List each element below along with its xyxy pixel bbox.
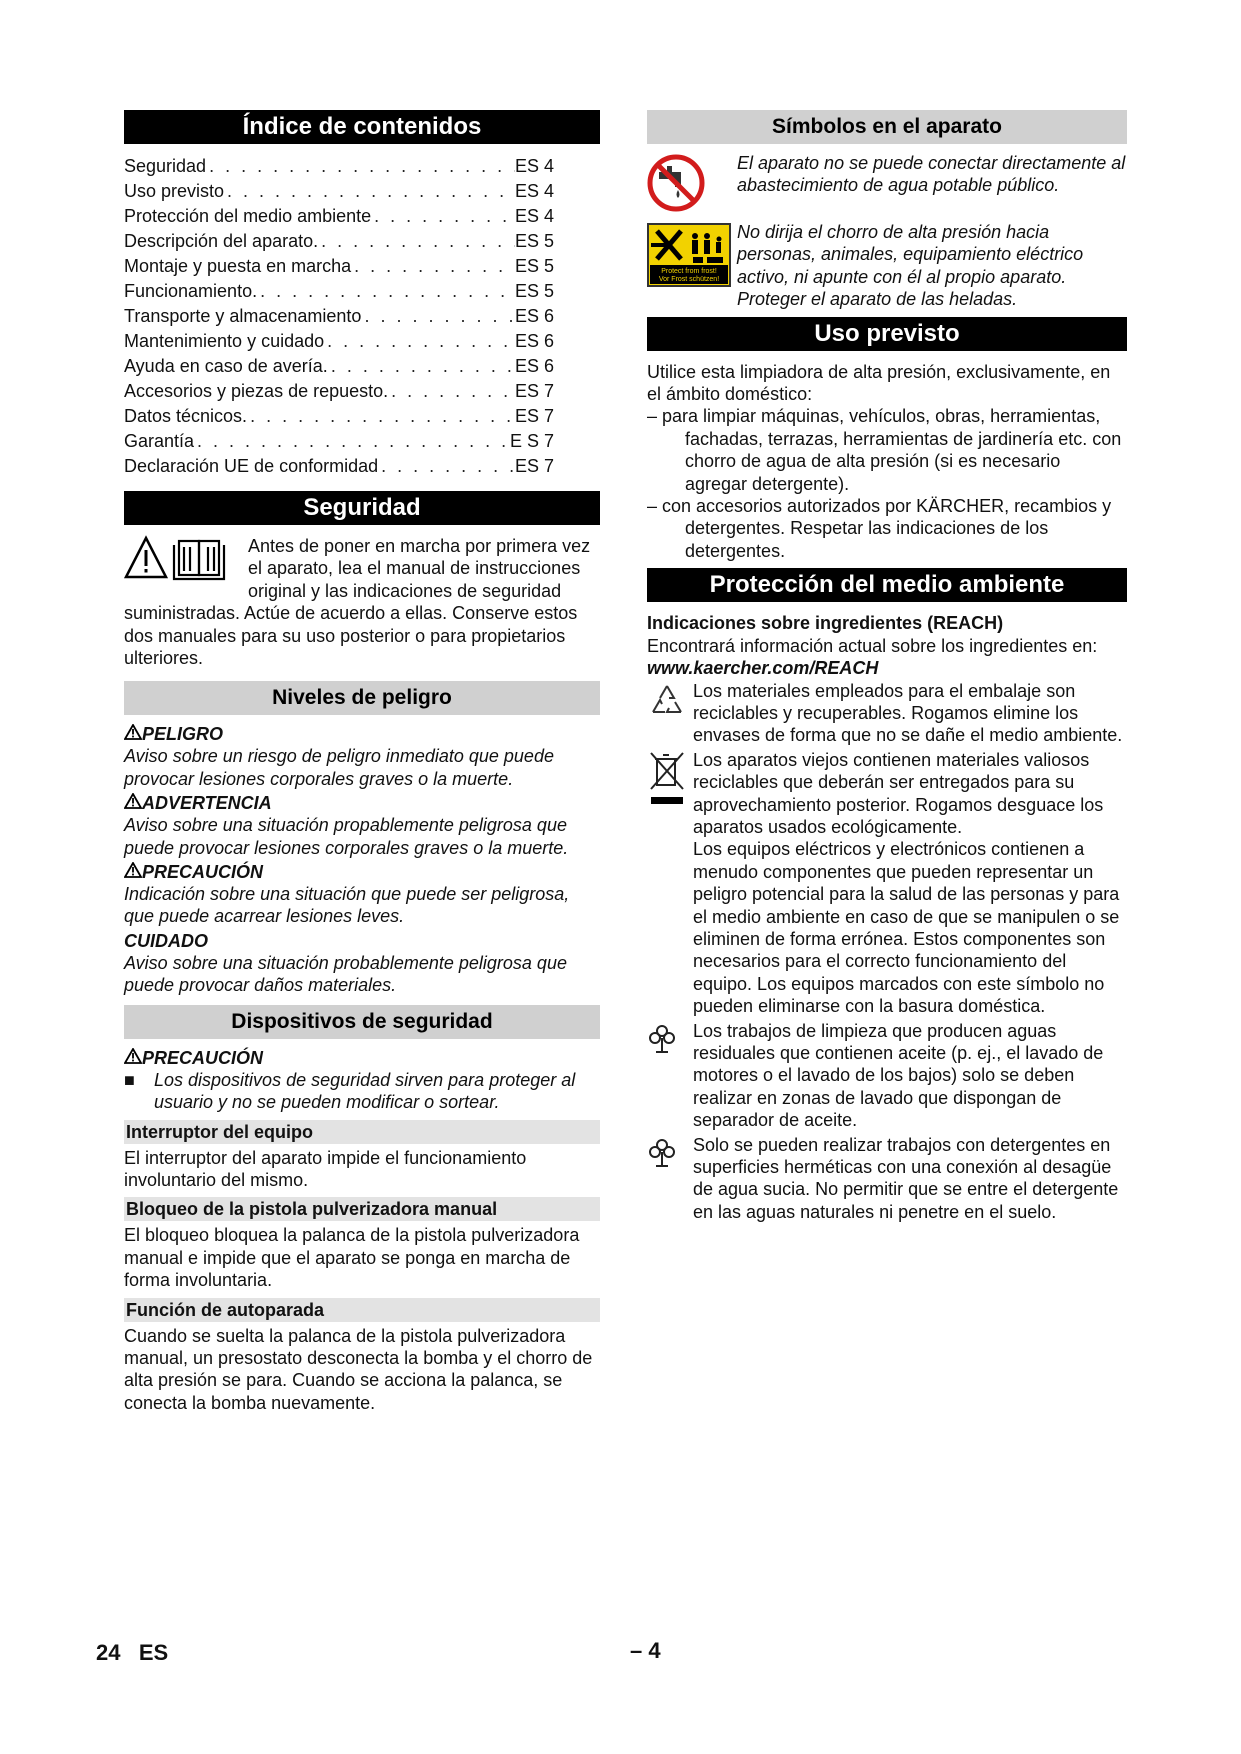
toc-item-page: ES 6 (514, 356, 554, 376)
toc-leader-dots (257, 279, 515, 304)
switch-subheading: Interruptor del equipo (124, 1120, 600, 1144)
crossed-bin-icon (647, 749, 693, 814)
page-footer-left (96, 1640, 168, 1666)
safety-devices-heading: Dispositivos de seguridad (124, 1005, 600, 1039)
intended-use-heading: Uso previsto (647, 317, 1127, 351)
toc-item[interactable] (124, 304, 554, 329)
toc-leader-dots (361, 304, 515, 329)
page-footer-center: – 4 (630, 1638, 661, 1663)
toc-item-page: ES 5 (514, 281, 554, 301)
toc-item-page: ES 5 (514, 231, 554, 251)
intended-use-intro: Utilice esta limpiadora de alta presión, exclusivamente, en el ámbito doméstico: (647, 361, 1111, 405)
toc-leader-dots (224, 179, 515, 204)
toc-leader-dots (324, 329, 515, 354)
symbol-jet-text: No dirija el chorro de alta presión hacia personas, animales, equipamiento eléctrico activo, ni apunte con él al propio aparato. Proteger el aparato de las heladas. (737, 222, 1084, 310)
no-tap-water-icon (647, 152, 737, 219)
toc-item-title: Uso previsto (124, 181, 225, 201)
safety-icons (124, 535, 242, 583)
toc-item-title: Declaración UE de conformidad (124, 456, 379, 476)
toc-heading: Índice de contenidos (124, 110, 600, 144)
toc-item[interactable] (124, 229, 554, 254)
hazard-level-label: ADVERTENCIA (124, 792, 600, 814)
lock-subheading: Bloqueo de la pistola pulverizadora manual (124, 1197, 600, 1221)
frost-label-de: Vor Frost schützen! (658, 276, 720, 283)
page-number: 24 (96, 1640, 121, 1665)
env-oil-text: Los trabajos de limpieza que producen aguas residuales que contienen aceite (p. ej., el lavado de motores o el lavado de los bajos) solo se deben realizar en zonas de lavado que dispongan de separador de aceite. (693, 1020, 1104, 1131)
hazard-level-description: Aviso sobre un riesgo de peligro inmediato que puede provocar lesiones corporales graves o la muerte. (124, 746, 554, 789)
toc-item-title: Accesorios y piezas de repuesto. (124, 381, 389, 401)
env-detergent (647, 1134, 1127, 1224)
reach-title: Indicaciones sobre ingredientes (REACH) (647, 613, 1004, 634)
toc-leader-dots (206, 154, 515, 179)
hazard-levels-heading: Niveles de peligro (124, 681, 600, 715)
hazard-level-label: PELIGRO (124, 723, 600, 745)
env-packaging-text: Los materiales empleados para el embalaje son reciclables y recuperables. Rogamos elimine los envases de forma que no se dañe el medio ambiente. (693, 680, 1123, 746)
toc-item-page: ES 7 (514, 456, 554, 476)
symbol-no-drinking-water (647, 152, 1127, 219)
recycle-icon (647, 680, 693, 727)
frost-label-en: Protect from frost! (661, 268, 717, 275)
env-oil (647, 1020, 1127, 1132)
safety-devices-caution: PRECAUCIÓN (124, 1047, 600, 1069)
warning-manual-icon (124, 535, 242, 583)
toc-item-title: Montaje y puesta en marcha (124, 256, 352, 276)
toc-item-title: Protección del medio ambiente (124, 206, 372, 226)
safety-devices-bullet: ■ Los dispositivos de seguridad sirven para proteger al usuario y no se pueden modificar o sortear. (124, 1069, 576, 1113)
toc-item-page: ES 7 (514, 406, 554, 426)
hazard-level-label: CUIDADO (124, 930, 208, 951)
toc-item[interactable] (124, 179, 554, 204)
toc-leader-dots (194, 429, 510, 454)
language-code: ES (138, 1640, 169, 1665)
symbol-water-text: El aparato no se puede conectar directamente al abastecimiento de agua potable público. (737, 153, 1126, 196)
warning-triangle-icon (124, 1048, 142, 1064)
reach-text: Encontrará información actual sobre los ingredientes en: (647, 635, 1098, 656)
intended-use-item: – para limpiar máquinas, vehículos, obras, herramientas, fachadas, terrazas, herramientas de jardinería etc. con chorro de agua de alta presión (si es necesario agregar detergente). (647, 406, 1122, 494)
toc-item[interactable] (124, 254, 554, 279)
toc-item-page: ES 6 (514, 331, 554, 351)
env-weee (647, 749, 1127, 1018)
toc-item-page: E S 7 (509, 431, 554, 451)
environment-leaf-icon (647, 1020, 693, 1059)
toc-item[interactable] (124, 379, 554, 404)
hazard-level-description: Aviso sobre una situación probablemente peligrosa que puede provocar daños materiales. (124, 952, 567, 996)
toc-leader-dots (371, 204, 515, 229)
toc-list (124, 154, 600, 479)
environment-heading: Protección del medio ambiente (647, 568, 1127, 602)
safety-heading: Seguridad (124, 491, 600, 525)
toc-leader-dots (388, 379, 515, 404)
square-bullet-icon: ■ (124, 1069, 135, 1090)
toc-item-title: Garantía (124, 431, 195, 451)
symbols-heading: Símbolos en el aparato (647, 110, 1127, 144)
reach-url[interactable]: www.kaercher.com/REACH (647, 658, 879, 679)
toc-item-page: ES 4 (514, 206, 554, 226)
env-weee-text: Los aparatos viejos contienen materiales valiosos reciclables que deberán ser entregados para su aprovechamiento posterior. Rogamos desguace los aparatos usados ecológicamente. Los equipos eléctricos y electrónicos contienen a menudo componentes que pueden representar un peligro potencial para la salud de las personas y para el medio ambiente en caso de que se manipulen o se eliminen de forma errónea. Estos componentes son necesarios para el correcto funcionamiento del equipo. Los equipos marcados con este símbolo no pueden eliminarse con la basura doméstica. (693, 749, 1120, 1017)
toc-item[interactable] (124, 429, 554, 454)
toc-leader-dots (247, 404, 515, 429)
toc-item-page: ES 5 (514, 256, 554, 276)
toc-item[interactable] (124, 354, 554, 379)
toc-item-page: ES 4 (514, 156, 554, 176)
lock-text: El bloqueo bloquea la palanca de la pistola pulverizadora manual e impide que el aparato se ponga en marcha de forma involuntaria. (124, 1225, 580, 1291)
warning-triangle-icon (124, 724, 142, 740)
toc-item[interactable] (124, 204, 554, 229)
toc-item-page: ES 6 (514, 306, 554, 326)
toc-leader-dots (378, 454, 515, 479)
autostop-text: Cuando se suelta la palanca de la pistola pulverizadora manual, un presostato desconecta la bomba y el chorro de alta presión se para. Cuando se acciona la palanca, se conecta la bomba nuevamente. (124, 1325, 593, 1413)
hazard-level-description: Aviso sobre una situación propablemente peligrosa que puede provocar lesiones corporales graves o la muerte. (124, 815, 569, 858)
toc-item[interactable] (124, 454, 554, 479)
hazard-levels-list (124, 723, 600, 996)
toc-leader-dots (351, 254, 515, 279)
env-detergent-text: Solo se pueden realizar trabajos con detergentes en superficies herméticas con una conexión al desagüe de agua sucia. No permitir que se entre el detergente en las aguas naturales ni penetre en el suelo. (693, 1134, 1119, 1222)
left-column (124, 110, 600, 1414)
environment-leaf-icon (647, 1134, 693, 1173)
toc-item[interactable] (124, 154, 554, 179)
right-column (647, 110, 1127, 1223)
intended-use-item: – con accesorios autorizados por KÄRCHER, recambios y detergentes. Respetar las indicaciones de los detergentes. (647, 496, 1112, 561)
warning-triangle-icon (124, 793, 142, 809)
toc-item-title: Transporte y almacenamiento (124, 306, 362, 326)
env-packaging (647, 680, 1127, 747)
toc-leader-dots (318, 229, 515, 254)
toc-item-title: Ayuda en caso de avería. (124, 356, 328, 376)
toc-item-title: Mantenimiento y cuidado (124, 331, 325, 351)
toc-item-page: ES 7 (514, 381, 554, 401)
toc-item-title: Seguridad (124, 156, 207, 176)
toc-item-title: Descripción del aparato. (124, 231, 319, 251)
toc-leader-dots (328, 354, 515, 379)
toc-item-title: Datos técnicos. (124, 406, 248, 426)
hazard-level-label: PRECAUCIÓN (124, 861, 600, 883)
toc-item-page: ES 4 (514, 181, 554, 201)
warning-triangle-icon (124, 862, 142, 878)
symbol-high-pressure-jet (647, 221, 1127, 311)
switch-text: El interruptor del aparato impide el funcionamiento involuntario del mismo. (124, 1147, 527, 1190)
toc-item-title: Funcionamiento. (124, 281, 258, 301)
toc-item[interactable] (124, 279, 554, 304)
hazard-level-description: Indicación sobre una situación que puede ser peligrosa, que puede acarrear lesiones leves. (124, 884, 570, 927)
autostop-subheading: Función de autoparada (124, 1298, 600, 1322)
toc-item[interactable] (124, 329, 554, 354)
safety-intro: Antes de poner en marcha por primera vez el aparato, lea el manual de instrucciones original y las indicaciones de seguridad suministradas. Actúe de acuerdo a ellas. Conserve estos dos manuales para su uso posterior o para propietarios ulteriores. (124, 536, 591, 669)
toc-item[interactable] (124, 404, 554, 429)
jet-frost-warning-icon (647, 221, 737, 292)
